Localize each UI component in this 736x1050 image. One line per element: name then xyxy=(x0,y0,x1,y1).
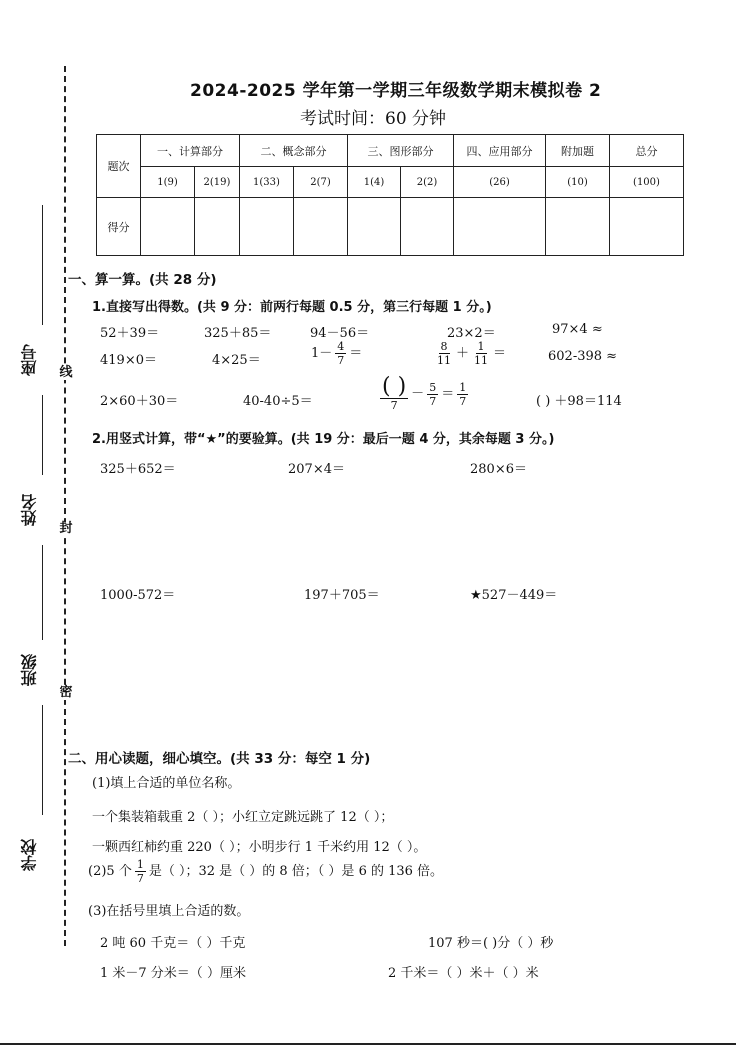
q2-item-starred: ★527－449＝ xyxy=(470,588,558,603)
q1-item-fraction xyxy=(311,340,362,367)
denominator: 11 xyxy=(474,354,489,367)
s2-line: 107 秒＝( )分（ ）秒 xyxy=(428,936,554,951)
q2-heading: 2.用竖式计算，带“★”的要验算。(共 19 分：最后一题 4 分，其余每题 3 分。) xyxy=(92,432,555,447)
fraction xyxy=(135,858,146,885)
q1-item: 94－56＝ xyxy=(310,326,370,341)
expr-text: 1－ xyxy=(311,346,333,361)
q1-item: ( ) ＋98＝114 xyxy=(536,394,622,409)
subcol-3: 1(33) xyxy=(240,167,294,198)
score-cell[interactable] xyxy=(141,198,195,256)
numerator: 1 xyxy=(136,858,144,871)
subcol-2: 2(19) xyxy=(195,167,240,198)
expr-text: － xyxy=(411,386,425,402)
q1-item: 97×4 ≈ xyxy=(552,322,603,337)
q2-item: 207×4＝ xyxy=(288,462,345,477)
denominator: 7 xyxy=(429,394,437,408)
q1-item: 419×0＝ xyxy=(100,353,157,368)
fraction xyxy=(457,381,468,408)
s2-line: 1 米－7 分米＝（ ）厘米 xyxy=(100,966,246,981)
fraction xyxy=(335,340,346,367)
q2-item: 325＋652＝ xyxy=(100,462,176,477)
numerator: 1 xyxy=(459,380,467,394)
exam-title: 2024-2025 学年第一学期三年级数学期末模拟卷 2 xyxy=(190,81,602,101)
page-bottom-rule xyxy=(0,1043,736,1045)
s2-line: 一颗西红柿约重 220（ ）；小明步行 1 千米约用 12（ ）。 xyxy=(92,840,427,855)
numerator: 4 xyxy=(337,340,345,353)
expr-text: ＝ xyxy=(441,386,455,402)
fraction xyxy=(427,381,438,408)
s2-line: 2 吨 60 千克＝（ ）千克 xyxy=(100,936,246,951)
s2-line: (1)填上合适的单位名称。 xyxy=(92,776,241,791)
name-line xyxy=(42,395,43,475)
q2-item: 280×6＝ xyxy=(470,462,527,477)
s2-line: (3)在括号里填上合适的数。 xyxy=(88,904,250,919)
subcol-4: 2(7) xyxy=(294,167,348,198)
group-total: 总分 xyxy=(610,135,684,167)
fraction xyxy=(472,340,490,367)
school-label: 学校 xyxy=(20,839,39,871)
expr-text: ＝ xyxy=(349,346,363,361)
q1-item: 325＋85＝ xyxy=(204,326,272,341)
s2-line: 2 千米＝（ ）米＋（ ）米 xyxy=(388,966,539,981)
s2-line: 一个集装箱载重 2（ ）；小红立定跳远跳了 12（ ）； xyxy=(92,810,394,825)
seat-number-line xyxy=(42,205,43,325)
q1-item: 4×25＝ xyxy=(212,353,261,368)
q1-item: 52＋39＝ xyxy=(100,326,160,341)
subcol-7: (26) xyxy=(454,167,546,198)
group-calculation: 一、计算部分 xyxy=(141,135,240,167)
s2-line-fraction xyxy=(88,858,443,885)
numerator: 8 xyxy=(440,340,448,353)
denominator: 7 xyxy=(390,399,398,412)
exam-duration: 考试时间：60 分钟 xyxy=(300,109,447,129)
subcol-8: (10) xyxy=(546,167,610,198)
class-label: 班级 xyxy=(20,654,39,686)
numerator: 1 xyxy=(477,340,485,353)
fraction-blank[interactable] xyxy=(380,376,408,412)
binding-mark-feng: 封 xyxy=(59,521,73,536)
subcol-1: 1(9) xyxy=(141,167,195,198)
score-cell[interactable] xyxy=(195,198,240,256)
section1-heading: 一、算一算。(共 28 分) xyxy=(68,272,217,288)
q1-item: 23×2＝ xyxy=(447,326,496,341)
subcol-9: (100) xyxy=(610,167,684,198)
group-concepts: 二、概念部分 xyxy=(240,135,348,167)
section2-heading: 二、用心读题，细心填空。(共 33 分：每空 1 分) xyxy=(68,751,371,767)
denominator: 11 xyxy=(437,354,451,367)
binding-dashed-line xyxy=(64,66,66,946)
q2-item: 197＋705＝ xyxy=(304,588,380,603)
score-table xyxy=(96,134,684,256)
denominator: 7 xyxy=(337,354,345,367)
seat-number-label: 座号 xyxy=(20,344,39,376)
binding-mark-xian: 线 xyxy=(59,365,73,380)
binding-mark-mi: 密 xyxy=(59,685,73,700)
score-cell[interactable] xyxy=(240,198,294,256)
q1-item: 602-398 ≈ xyxy=(548,349,618,364)
score-cell[interactable] xyxy=(454,198,546,256)
denominator: 7 xyxy=(459,394,467,408)
subcol-5: 1(4) xyxy=(348,167,401,198)
score-cell[interactable] xyxy=(546,198,610,256)
denominator: 7 xyxy=(136,872,144,885)
row-label-score: 得分 xyxy=(97,198,141,256)
score-cell[interactable] xyxy=(348,198,401,256)
q1-item: 2×60＋30＝ xyxy=(100,394,179,409)
row-label-item: 题次 xyxy=(97,135,141,198)
school-line xyxy=(42,705,43,815)
name-label: 姓名 xyxy=(20,494,39,526)
expr-text: (2)5 个 xyxy=(88,864,132,879)
q1-heading: 1.直接写出得数。(共 9 分：前两行每题 0.5 分，第三行每题 1 分。) xyxy=(92,300,492,315)
expr-text: ＋ xyxy=(456,346,470,361)
q1-item-fraction-sum xyxy=(432,340,506,367)
q1-item: 40-40÷5＝ xyxy=(243,394,313,409)
group-bonus: 附加题 xyxy=(546,135,610,167)
class-line xyxy=(42,545,43,640)
group-geometry: 三、图形部分 xyxy=(348,135,454,167)
expr-text: ＝ xyxy=(493,346,507,361)
q1-item-fraction-blank xyxy=(377,376,471,412)
blank-numerator[interactable]: ( ) xyxy=(382,374,407,399)
q2-item: 1000-572＝ xyxy=(100,588,176,603)
expr-text: 是（ ）；32 是（ ）的 8 倍；（ ）是 6 的 136 倍。 xyxy=(148,864,444,879)
score-cell[interactable] xyxy=(294,198,348,256)
fraction xyxy=(435,340,453,367)
score-cell[interactable] xyxy=(610,198,684,256)
numerator: 5 xyxy=(429,380,437,394)
score-cell[interactable] xyxy=(401,198,454,256)
subcol-6: 2(2) xyxy=(401,167,454,198)
group-application: 四、应用部分 xyxy=(454,135,546,167)
